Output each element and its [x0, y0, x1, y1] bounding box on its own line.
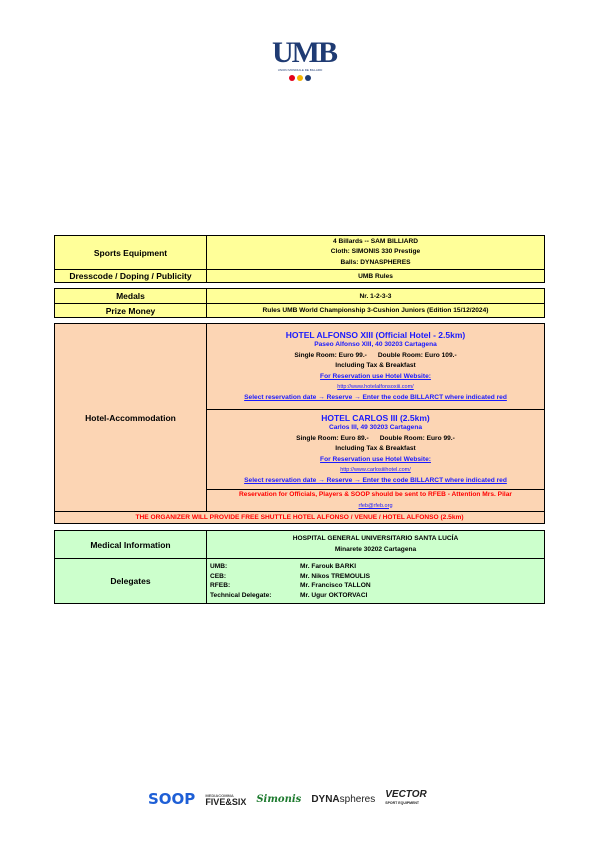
vector-sub-text: SPORT EQUIPMENT	[385, 801, 420, 805]
delegate-name: Mr. Farouk BARKI	[300, 563, 357, 570]
hotel1-single: Single Room: Euro 99.-	[294, 351, 367, 359]
medical-address: Minarete 30202 Cartagena	[334, 545, 417, 553]
hotel2-block	[207, 410, 545, 490]
hotel1-address: Paseo Alfonso XIII, 40 30203 Cartagena	[314, 341, 437, 349]
officials-note: Reservation for Officials, Players & SOOP should be sent to RFEB - Attention Mrs. Pilar	[239, 491, 512, 498]
delegate-name: Mr. Francisco TALLON	[300, 582, 371, 589]
umb-logo	[272, 36, 336, 88]
medical-table	[54, 530, 545, 604]
delegate-row	[207, 591, 544, 601]
delegate-row	[207, 572, 544, 582]
delegate-role: Technical Delegate:	[210, 591, 272, 599]
delegate-name: Mr. Nikos TREMOULIS	[300, 572, 370, 580]
vector-logo	[385, 791, 427, 807]
logo-dot-red	[289, 75, 295, 81]
fivesix-logo	[205, 792, 246, 806]
hotel2-address: Carlos III, 49 30203 Cartagena	[328, 424, 423, 432]
delegates-label: Delegates	[55, 559, 207, 604]
dyna-text: DYNA	[311, 793, 340, 805]
hotel1-includes: Including Tax & Breakfast	[335, 362, 416, 370]
hotel-table	[54, 323, 545, 524]
delegate-role: RFEB:	[210, 582, 231, 589]
logo-dot-blue	[305, 75, 311, 81]
hotel1-name: HOTEL ALFONSO XIII (Official Hotel - 2.5km)	[285, 329, 466, 340]
equipment-line-3: Balls: DYNASPHERES	[340, 258, 411, 266]
equipment-table	[54, 235, 545, 283]
logo-dot-yellow	[297, 75, 303, 81]
medical-name: HOSPITAL GENERAL UNIVERSITARIO SANTA LUCÍA	[292, 535, 459, 542]
medals-value: Nr. 1-2-3-3	[207, 289, 545, 304]
vector-text: VECTOR	[385, 789, 427, 800]
fivesix-text: FIVE&SIX	[205, 797, 247, 807]
simonis-logo: Simonis	[256, 793, 302, 805]
medical-label: Medical Information	[55, 531, 207, 559]
delegate-row	[207, 562, 544, 572]
medals-label: Medals	[55, 289, 207, 304]
hotel1-url-link[interactable]: http://www.hotelalfonsoxiii.com/	[337, 384, 414, 391]
hotel2-single: Single Room: Euro 89.-	[296, 434, 369, 442]
sponsor-logos	[148, 789, 452, 809]
delegates-value	[207, 559, 545, 604]
delegate-role: CEB:	[210, 572, 227, 580]
hotel1-double: Double Room: Euro 109.-	[377, 351, 457, 359]
dynaspheres-logo	[311, 794, 375, 805]
equipment-line-2: Cloth: SIMONIS 330 Prestige	[330, 248, 421, 256]
hotel2-url-link[interactable]: http://www.carlosiiihotel.com/	[340, 467, 411, 474]
delegate-row	[207, 581, 544, 591]
hotel2-reservation: For Reservation use Hotel Website:	[320, 455, 431, 463]
prize-value: Rules UMB World Championship 3-Cushion Juniors (Edition 15/12/2024)	[207, 304, 545, 318]
soop-logo: SOOP	[148, 790, 196, 808]
hotel1-reservation: For Reservation use Hotel Website:	[320, 372, 431, 380]
fivesix-small-text: MEDIACOMMA	[205, 793, 234, 798]
hotel-label: Hotel-Accommodation	[55, 324, 207, 512]
spheres-text: spheres	[339, 793, 376, 805]
hotel2-name: HOTEL CARLOS III (2.5km)	[321, 412, 430, 423]
dresscode-label: Dresscode / Doping / Publicity	[55, 270, 207, 283]
officials-note-block	[207, 490, 545, 512]
logo-dots	[272, 75, 328, 81]
logo-subtitle: UNION MONDIALE DE BILLARD	[277, 68, 323, 72]
prize-label: Prize Money	[55, 304, 207, 318]
delegate-name: Mr. Ugur OKTORVACI	[300, 591, 368, 599]
delegate-role: UMB:	[210, 563, 228, 570]
dresscode-value: UMB Rules	[207, 270, 545, 283]
hotel2-steps: Select reservation date → Reserve → Enter the code BILLARCT where indicated red	[244, 476, 507, 484]
equipment-line-1: 4 Billards -- SAM BILLIARD	[333, 237, 418, 245]
medals-table	[54, 288, 545, 318]
hotel2-includes: Including Tax & Breakfast	[335, 445, 416, 453]
hotel2-double: Double Room: Euro 99.-	[379, 434, 455, 442]
hotel2-prices	[207, 434, 544, 445]
equipment-value	[207, 236, 545, 270]
rfeb-email-link[interactable]: rfeb@rfeb.org	[358, 502, 393, 509]
logo-mark: UMB	[272, 36, 336, 69]
shuttle-note: THE ORGANIZER WILL PROVIDE FREE SHUTTLE HOTEL ALFONSO / VENUE / HOTEL ALFONSO (2.5km)	[55, 512, 545, 524]
hotel1-block	[207, 324, 545, 410]
hotel1-steps: Select reservation date → Reserve → Enter the code BILLARCT where indicated red	[244, 393, 507, 401]
medical-value	[207, 531, 545, 559]
hotel1-prices	[207, 351, 544, 362]
equipment-label: Sports Equipment	[55, 236, 207, 270]
